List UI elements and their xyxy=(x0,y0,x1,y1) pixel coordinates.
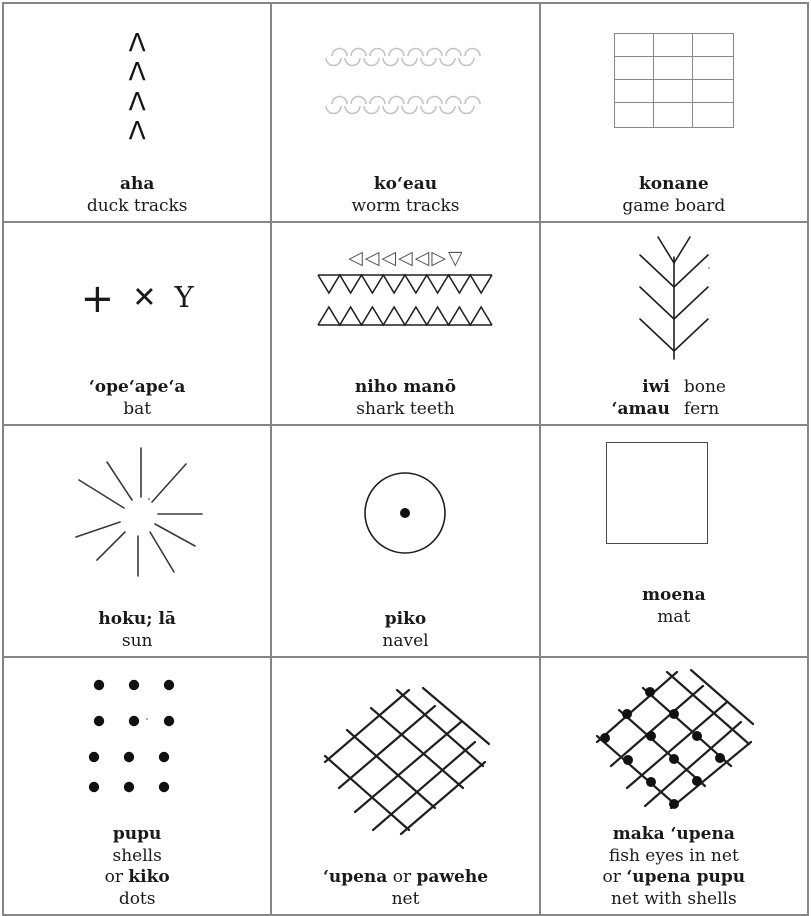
triangle-left-icon: ◁ xyxy=(364,246,380,269)
motif-cell-iwi-amau[interactable] xyxy=(540,222,808,425)
caption xyxy=(272,609,538,656)
english-gloss: net xyxy=(391,888,420,909)
caption xyxy=(272,174,538,221)
english-gloss: bone xyxy=(683,377,726,398)
circle-with-dot-icon xyxy=(359,467,451,559)
hawaiian-term: piko xyxy=(384,609,427,630)
cross-icon: + xyxy=(80,276,115,323)
conjunction: or xyxy=(602,867,627,888)
motif-cell-maka-upena[interactable] xyxy=(540,657,808,915)
conjunction: or xyxy=(387,867,417,888)
caption xyxy=(541,585,807,656)
opeapea-glyph xyxy=(4,223,270,377)
chevron-icon: Λ xyxy=(128,57,146,87)
piko-glyph xyxy=(272,426,538,609)
triangle-row xyxy=(348,246,463,269)
hawaiian-term: pupu xyxy=(112,824,162,845)
aha-glyph xyxy=(4,4,270,174)
moena-glyph xyxy=(541,426,807,585)
triangle-left-icon: ◁ xyxy=(381,246,397,269)
english-gloss: mat xyxy=(657,606,691,627)
hawaiian-term: kiko xyxy=(128,867,170,888)
motif-row-1 xyxy=(3,3,808,222)
iwi-amau-glyph xyxy=(541,223,807,377)
english-gloss: fern xyxy=(683,398,720,419)
hawaiian-term: moena xyxy=(642,585,706,606)
english-gloss: bat xyxy=(123,398,152,419)
niho-mano-glyph xyxy=(272,223,538,377)
motif-cell-aha[interactable] xyxy=(3,3,271,222)
scallop-group xyxy=(326,43,484,121)
chevron-icon: Λ xyxy=(128,86,146,116)
triangle-down-icon: ▽ xyxy=(448,246,463,269)
caption xyxy=(272,377,538,424)
fern-icon xyxy=(626,233,722,363)
english-gloss: dots xyxy=(118,888,156,909)
hawaiian-term: maka ʻupena xyxy=(612,824,735,845)
zigzag-band-down-icon xyxy=(318,272,492,298)
motif-grid xyxy=(2,2,809,916)
teeth-group xyxy=(318,246,492,330)
english-gloss: worm tracks xyxy=(351,195,460,216)
english-gloss: sun xyxy=(121,630,153,651)
starburst-icon xyxy=(62,442,212,582)
motif-cell-upena-pawehe[interactable] xyxy=(271,657,539,915)
square-icon xyxy=(606,442,708,544)
chevron-icon: Λ xyxy=(128,27,146,57)
hawaiian-term-alt: ʻupena pupu xyxy=(626,867,746,888)
triangle-left-icon: ◁ xyxy=(348,246,363,269)
net-with-dots-icon xyxy=(591,666,757,810)
caption xyxy=(541,174,807,221)
konane-glyph xyxy=(541,4,807,174)
scallop-row-icon xyxy=(326,43,484,73)
motif-cell-hoku-la[interactable] xyxy=(3,425,271,657)
english-gloss: navel xyxy=(382,630,429,651)
hawaiian-term: iwi xyxy=(642,377,670,398)
hawaiian-term: ʻupena xyxy=(322,867,388,888)
english-gloss: net with shells xyxy=(610,888,737,909)
english-gloss: shells xyxy=(112,845,162,866)
upena-glyph xyxy=(272,658,538,867)
hawaiian-term: ʻopeʻapeʻa xyxy=(88,377,186,398)
motif-cell-koeau[interactable] xyxy=(271,3,539,222)
caption xyxy=(4,174,270,221)
caption xyxy=(272,867,538,914)
motif-cell-konane[interactable] xyxy=(540,3,808,222)
triangle-left-icon: ◁ xyxy=(414,246,430,269)
caption xyxy=(541,824,807,914)
english-gloss: fish eyes in net xyxy=(608,845,739,866)
hawaiian-term: ʻamau xyxy=(611,398,670,419)
chevron-stack xyxy=(128,27,146,147)
triangle-right-icon: ▷ xyxy=(431,246,447,269)
maka-upena-glyph xyxy=(541,658,807,824)
motif-cell-pupu-kiko[interactable] xyxy=(3,657,271,915)
motif-cell-moena[interactable] xyxy=(540,425,808,657)
hawaiian-term-alt: pawehe xyxy=(416,867,489,888)
conjunction: or xyxy=(104,867,129,888)
hawaiian-term: konane xyxy=(638,174,709,195)
motif-row-4 xyxy=(3,657,808,915)
hawaiian-term: koʻeau xyxy=(373,174,438,195)
english-gloss: shark teeth xyxy=(356,398,455,419)
bat-marks xyxy=(80,276,194,323)
net-icon xyxy=(317,684,493,836)
motif-row-3 xyxy=(3,425,808,657)
english-gloss: game board xyxy=(622,195,726,216)
motif-cell-niho-mano[interactable] xyxy=(271,222,539,425)
scallop-row-icon xyxy=(326,91,484,121)
caption xyxy=(541,377,807,424)
hoku-la-glyph xyxy=(4,426,270,609)
caption xyxy=(4,377,270,424)
hawaiian-term: hoku; lā xyxy=(98,609,176,630)
motif-cell-opeapea[interactable] xyxy=(3,222,271,425)
hawaiian-term: aha xyxy=(119,174,155,195)
motif-cell-piko[interactable] xyxy=(271,425,539,657)
dot-grid-icon xyxy=(87,677,187,793)
triangle-left-icon: ◁ xyxy=(398,246,413,269)
pupu-glyph xyxy=(4,658,270,824)
hawaiian-term: niho manō xyxy=(354,377,457,398)
english-gloss: duck tracks xyxy=(86,195,188,216)
motif-row-2 xyxy=(3,222,808,425)
x-mark-icon: ✕ xyxy=(132,279,157,314)
koeau-glyph xyxy=(272,4,538,174)
zigzag-band-up-icon xyxy=(318,304,492,330)
game-board-icon xyxy=(614,33,734,128)
y-mark-icon: Y xyxy=(174,279,194,314)
caption xyxy=(4,824,270,914)
chevron-icon: Λ xyxy=(128,116,146,146)
caption xyxy=(4,609,270,656)
